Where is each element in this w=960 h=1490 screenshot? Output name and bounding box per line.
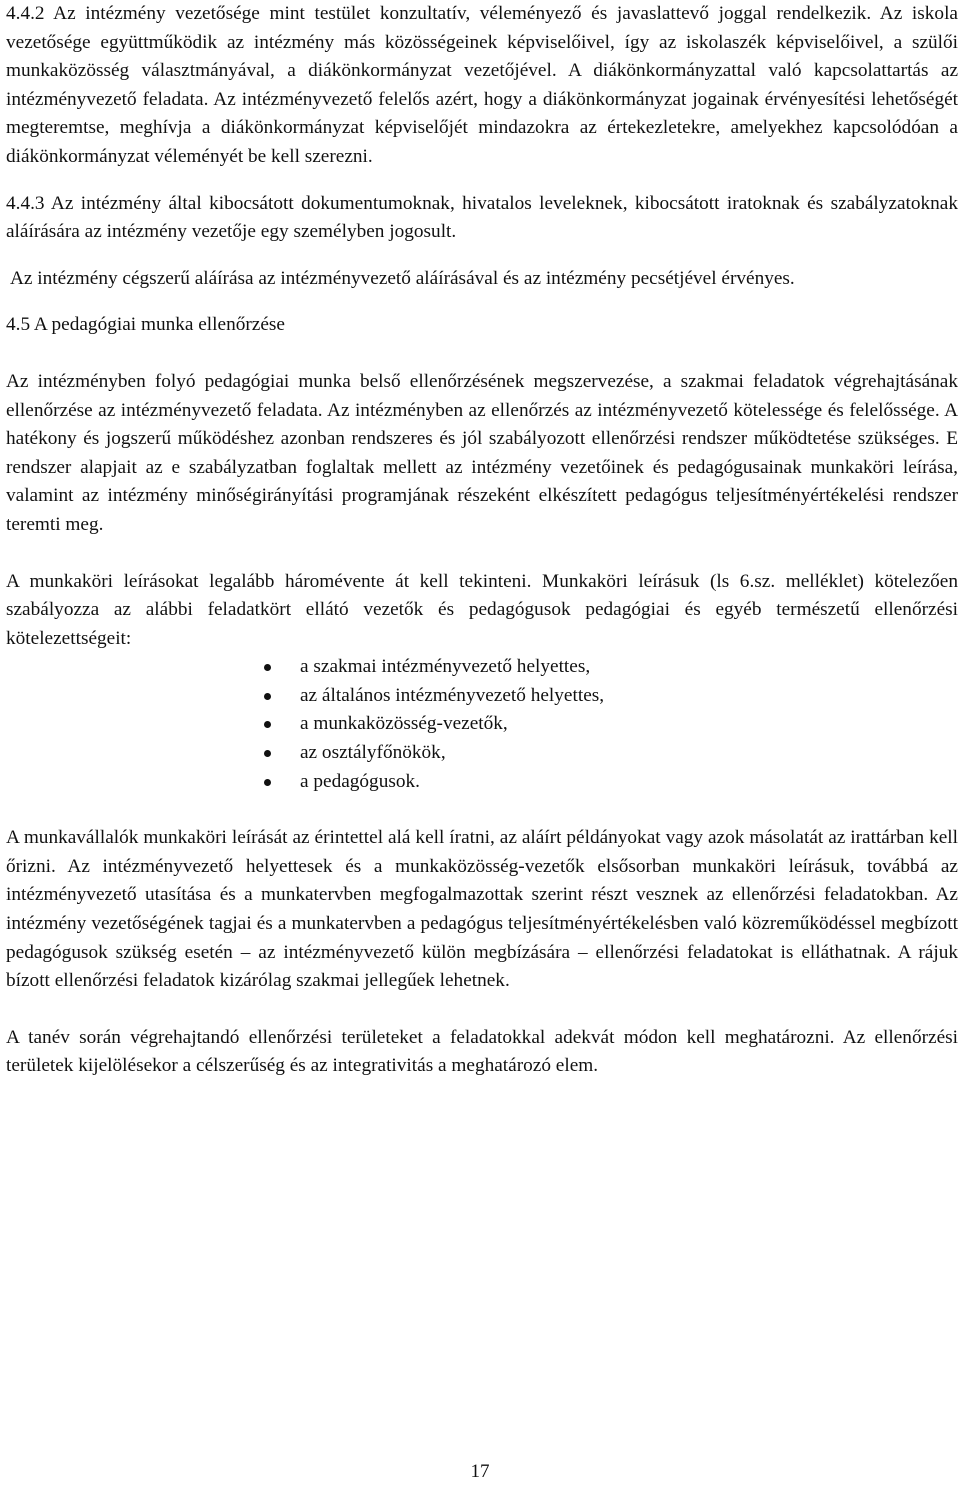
- bullet-icon: [264, 750, 271, 757]
- list-item: [6, 710, 958, 739]
- paragraph-4-4-3: 4.4.3 Az intézmény által kibocsátott dokumentumoknak, hivatalos leveleknek, kibocsátott iratoknak és szabályzatoknak aláírására az intézmény vezetője egy személyben jogosult.: [6, 192, 958, 243]
- document-page: [6, 0, 958, 1081]
- list-item-text: a munkaközösség-vezetők,: [300, 713, 508, 735]
- responsible-roles-list: [6, 653, 958, 796]
- list-item: [6, 653, 958, 682]
- list-item: [6, 768, 958, 797]
- section-heading-4-5: 4.5 A pedagógiai munka ellenőrzése: [6, 314, 285, 336]
- paragraph-signature: Az intézmény cégszerű aláírása az intézményvezető aláírásával és az intézmény pecsétjével érvényes.: [10, 267, 795, 289]
- list-item: [6, 682, 958, 711]
- bullet-icon: [264, 721, 271, 728]
- paragraph-job-descriptions: A munkaköri leírásokat legalább háromévente át kell tekinteni. Munkaköri leírásuk (ls 6.sz. melléklet) kötelezően szabályozza az alábbi feladatkört ellátó vezetők és pedagógusok pedagógiai és egyéb természetű ellenőrzési kötelezettségeit:: [6, 570, 958, 649]
- list-item-text: a szakmai intézményvezető helyettes,: [300, 656, 591, 678]
- bullet-icon: [264, 779, 271, 786]
- list-item: [6, 739, 958, 768]
- list-item-text: a pedagógusok.: [300, 770, 420, 792]
- bullet-icon: [264, 664, 271, 671]
- list-item-text: az általános intézményvezető helyettes,: [300, 684, 605, 706]
- paragraph-inspection-areas: A tanév során végrehajtandó ellenőrzési területeket a feladatokkal adekvát módon kell meghatározni. Az ellenőrzési területek kijelölésekor a célszerűség és az integrativitás a meghatározó elem.: [6, 1026, 958, 1077]
- bullet-icon: [264, 693, 271, 700]
- page-number: 17: [470, 1461, 490, 1482]
- list-item-text: az osztályfőnökök,: [300, 742, 446, 764]
- paragraph-4-4-2: 4.4.2 Az intézmény vezetősége mint testület konzultatív, véleményező és javaslattevő joggal rendelkezik. Az iskola vezetősége együttműködik az intézmény más közösségeinek képviselőivel, így az iskolaszék képviselőivel, a szülői munkaközösség választmányával, a diákönkormányzat vezetőjével. A diákönkormányzattal való kapcsolattartás az intézményvezető feladata. Az intézményvezető felelős azért, hogy a diákönkormányzat jogainak érvényesítési lehetőségét megteremtse, meghívja a diákönkormányzat képviselőjét mindazokra az értekezletekre, amelyekhez kapcsolódóan a diákönkormányzat véleményét be kell szerezni.: [6, 3, 958, 167]
- paragraph-signing-job-descriptions: A munkavállalók munkaköri leírását az érintettel alá kell íratni, az aláírt példányokat vagy azok másolatát az irattárban kell őrizni. Az intézményvezető helyettesek és a munkaközösség-vezetők elsősorban munkaköri leírásuk, továbbá az intézményvezető utasítása és a munkatervben megfogalmazottak szerint részt vesznek az ellenőrzési feladatokban. Az intézmény vezetőségének tagjai és a munkatervben a pedagógus teljesítményértékelésben való közreműködéssel megbízott pedagógusok szükség esetén – az intézményvezető külön megbízására – ellenőrzési feladatokat is elláthatnak. A rájuk bízott ellenőrzési feladatok kizárólag szakmai jellegűek lehetnek.: [6, 827, 958, 992]
- paragraph-inspection-intro: Az intézményben folyó pedagógiai munka belső ellenőrzésének megszervezése, a szakmai feladatok végrehajtásának ellenőrzése az intézményvezető feladata. Az intézményben az ellenőrzés az intézményvezető kötelessége és felelőssége. A hatékony és jogszerű működéshez azonban rendszeres és jól szabályozott ellenőrzési rendszer működtetése szükséges. E rendszer alapjait az e szabályzatban foglaltak mellett az intézmény vezetőinek és pedagógusainak munkaköri leírása, valamint az intézmény minőségirányítási programjának részeként elkészített pedagógus teljesítményértékelési rendszer teremti meg.: [6, 370, 958, 535]
